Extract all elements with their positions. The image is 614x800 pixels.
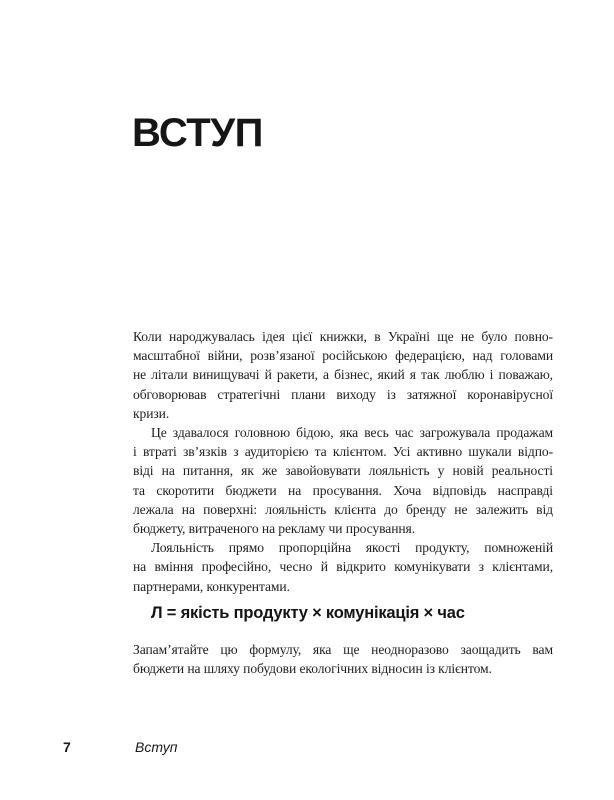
body-text [133,327,553,596]
paragraph-4: Запам’ятайте цю формулу, яка ще неодноразово заощадить вам бюджети на шляху побудови екологічних відносин із клієнтом. [133,642,553,677]
running-footer-title: Вступ [135,739,178,755]
page-number: 7 [63,739,71,755]
paragraph-2: Це здавалося головною бідою, яка весь час загрожувала продажам і втраті зв’язків з аудиторією та клієнтом. Усі активно шукали відпо- віді на питання, як же завойовувати лояльність у новій реальності та скоротити бюджети на просування. Хоча відповідь насправді лежала на поверхні: лояльність клієнта до бренду не залежить від бюджету, витраченого на рекламу чи просування. [133,425,553,537]
chapter-title: ВСТУП [132,111,263,155]
paragraph-1: Коли народжувалась ідея цієї книжки, в Україні ще не було повно- масштабної війни, розв’язаної російською федерацією, над головами не літали винищувачі й ракети, а бізнес, який я так люблю і поважаю, обговорював стратегічні плани виходу із затяжної коронавірусної кризи. [133,329,553,421]
loyalty-formula: Л = якість продукту × комунікація × час [151,604,465,622]
paragraph-3: Лояльність прямо пропорційна якості продукту, помноженій на вміння професійно, чесно й відкрито комунікувати з клієнтами, партнерами, конкурентами. [133,540,553,594]
